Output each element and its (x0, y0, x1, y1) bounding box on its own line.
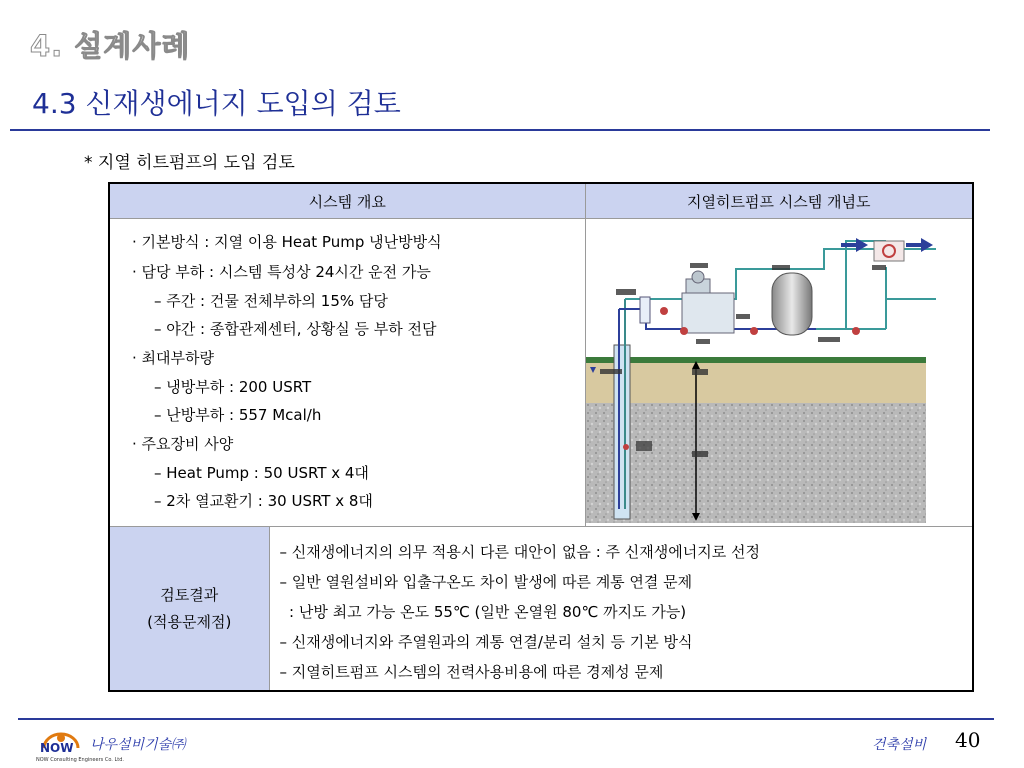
subheading: * 지열 히트펌프의 도입 검토 (84, 153, 295, 173)
overview-line: · 기본방식 : 지열 이용 Heat Pump 냉난방방식 (132, 233, 442, 251)
gravel-layer (586, 403, 926, 523)
overview-line: – Heat Pump : 50 USRT x 4대 (154, 464, 369, 482)
storage-tank (772, 273, 812, 335)
review-table (108, 182, 974, 692)
company-name: 나우설비기술㈜ (90, 737, 186, 753)
review-label: 검토결과 (160, 585, 219, 604)
title-divider (10, 129, 990, 131)
overview-line: – 주간 : 건물 전체부하의 15% 담당 (154, 292, 388, 310)
review-result-cell (269, 527, 973, 692)
review-line: – 지열히트펌프 시스템의 전력사용비용에 따른 경제성 문제 (279, 663, 664, 681)
overview-cell (109, 219, 585, 527)
footer-divider (18, 718, 994, 720)
review-line: – 신재생에너지의 의무 적용시 다른 대안이 없음 : 주 신재생에너지로 선정 (279, 543, 760, 561)
page-number: 40 (955, 728, 981, 752)
section-label: 4. 설계사례 (30, 29, 191, 63)
header-diagram: 지열히트펌프 시스템 개념도 (585, 183, 973, 219)
overview-line: – 냉방부하 : 200 USRT (154, 378, 312, 396)
header-overview: 시스템 개요 (109, 183, 585, 219)
soil-layer (586, 363, 926, 403)
heat-pump-unit (682, 293, 734, 333)
logo-text: NOW (40, 741, 74, 755)
overview-line: · 담당 부하 : 시스템 특성상 24시간 운전 가능 (132, 263, 431, 281)
diagram-cell (585, 219, 973, 527)
review-line: : 난방 최고 가능 온도 55℃ (일반 온열원 80℃ 까지도 가능) (279, 603, 687, 621)
review-line: – 신재생에너지와 주열원과의 계통 연결/분리 설치 등 기본 방식 (279, 633, 693, 651)
overview-line: · 최대부하량 (132, 349, 214, 367)
review-line: – 일반 열원설비와 입출구온도 차이 발생에 따른 계통 연결 문제 (279, 573, 693, 591)
overview-line: – 난방부하 : 557 Mcal/h (154, 406, 322, 424)
review-label-cell (109, 527, 269, 692)
overview-line: – 2차 열교환기 : 30 USRT x 8대 (154, 492, 373, 510)
logo-subtext: NOW Consulting Engineers Co. Ltd. (36, 757, 124, 763)
overview-line: – 야간 : 종합관제센터, 상황실 등 부하 전담 (154, 320, 437, 338)
footer-section-name: 건축설비 (872, 737, 927, 753)
ground-surface (586, 357, 926, 363)
overview-line: · 주요장비 사양 (132, 435, 234, 453)
geothermal-system-diagram (586, 219, 972, 525)
review-label-sub: (적용문제점) (147, 612, 232, 631)
page-title: 4.3 신재생에너지 도입의 검토 (32, 87, 401, 120)
